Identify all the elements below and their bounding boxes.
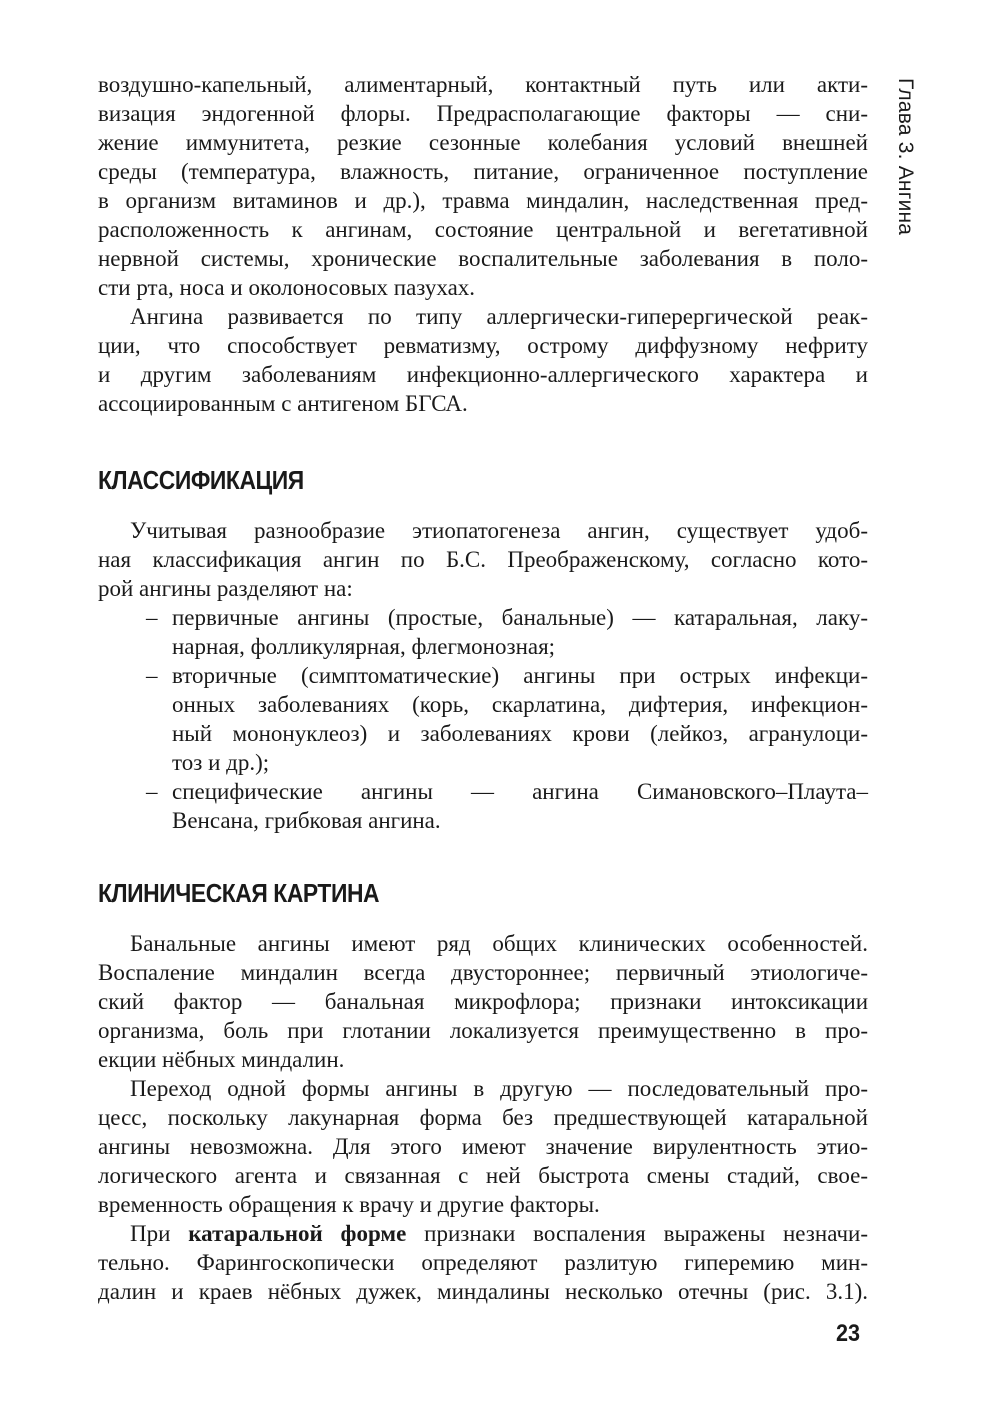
bullet-first-line (98, 661, 868, 690)
text-line: нервной системы, хронические воспалительные заболевания в поло- (98, 246, 868, 271)
text-line: Венсана, грибковая ангина. (172, 808, 441, 833)
text-line: екции нёбных миндалин. (98, 1047, 345, 1072)
text-line: цесс, поскольку лакунарная форма без предшествующей катаральной (98, 1105, 868, 1130)
text-line: жение иммунитета, резкие сезонные колебания условий внешней (98, 130, 868, 155)
text-line: онных заболеваниях (корь, скарлатина, дифтерия, инфекцион- (172, 692, 868, 717)
text-line: Учитывая разнообразие этиопатогенеза ангин, существует удоб- (130, 518, 868, 543)
bullet-dash: – (146, 663, 158, 688)
text-line: логического агента и связанная с ней быстрота смены стадий, свое- (98, 1163, 868, 1188)
text-run: признаки воспаления выражены незначи- (406, 1221, 869, 1246)
list-item (98, 603, 868, 661)
text-line: в организм витаминов и др.), травма миндалин, наследственная пред- (98, 188, 868, 213)
text-line: ный мононуклеоз) и заболеваниях крови (лейкоз, агранулоци- (172, 721, 868, 746)
text-line: ции, что способствует ревматизму, острому диффузному нефриту (98, 333, 868, 358)
bullet-text: первичные ангины (простые, банальные) — катаральная, лаку- (172, 605, 868, 630)
text-line: тоз и др.); (172, 750, 270, 775)
text-line: ассоциированным с антигеном БГСА. (98, 391, 468, 416)
section-heading-clinical: КЛИНИЧЕСКАЯ КАРТИНА (98, 878, 380, 908)
bullet-dash: – (146, 605, 158, 630)
text-line-mixed (98, 1219, 868, 1248)
text-line: и другим заболеваниям инфекционно-аллергического характера и (98, 362, 868, 387)
text-line: рой ангины разделяют на: (98, 576, 353, 601)
text-line: Ангина развивается по типу аллергически-гиперергической реак- (130, 304, 868, 329)
text-line: среды (температура, влажность, питание, ограниченное поступление (98, 159, 868, 184)
classification-section (98, 516, 868, 835)
list-item (98, 661, 868, 777)
allergy-paragraph (98, 302, 868, 418)
text-line: тельно. Фарингоскопически определяют разлитую гиперемию мин- (98, 1250, 868, 1275)
text-line: воздушно-капельный, алиментарный, контактный путь или акти- (98, 72, 868, 97)
clinical-section (98, 929, 868, 1306)
text-line: нарная, фолликулярная, флегмонозная; (172, 634, 556, 659)
bold-term: катаральной форме (188, 1221, 407, 1246)
bullet-first-line (98, 777, 868, 806)
bullet-text: специфические ангины — ангина Симановского–Плаута– (172, 779, 868, 804)
running-header (888, 78, 918, 236)
text-line: далин и краев нёбных дужек, миндалины несколько отечны (рис. 3.1). (98, 1279, 868, 1304)
text-line: временность обращения к врачу и другие факторы. (98, 1192, 600, 1217)
clinical-paragraph-3 (98, 1219, 868, 1306)
text-line: Воспаление миндалин всегда двустороннее; первичный этиологиче- (98, 960, 868, 985)
clinical-paragraph-1 (98, 929, 868, 1074)
clinical-paragraph-2 (98, 1074, 868, 1219)
page-body (98, 70, 868, 1306)
intro-paragraph (98, 70, 868, 302)
text-line: Переход одной формы ангины в другую — последовательный про- (130, 1076, 868, 1101)
text-line: сти рта, носа и околоносовых пазухах. (98, 275, 476, 300)
bullet-dash: – (146, 779, 158, 804)
text-line: организма, боль при глотании локализуется преимущественно в про- (98, 1018, 868, 1043)
text-line: ная классификация ангин по Б.С. Преображенскому, согласно кото- (98, 547, 868, 572)
page-number: 23 (836, 1320, 861, 1347)
text-line: ский фактор — банальная микрофлора; признаки интоксикации (98, 989, 868, 1014)
bullet-text: вторичные (симптоматические) ангины при острых инфекци- (172, 663, 868, 688)
text-line: визация эндогенной флоры. Предрасполагающие факторы — сни- (98, 101, 868, 126)
text-line: ангины невозможна. Для этого имеют значение вирулентность этио- (98, 1134, 868, 1159)
text-line: расположенность к ангинам, состояние центральной и вегетативной (98, 217, 868, 242)
section-heading-classification: КЛАССИФИКАЦИЯ (98, 465, 304, 495)
text-run: При (130, 1221, 189, 1246)
text-line: Банальные ангины имеют ряд общих клинических особенностей. (130, 931, 868, 956)
bullet-first-line (98, 603, 868, 632)
running-header-text: Глава 3. Ангина (894, 78, 917, 236)
list-item (98, 777, 868, 835)
